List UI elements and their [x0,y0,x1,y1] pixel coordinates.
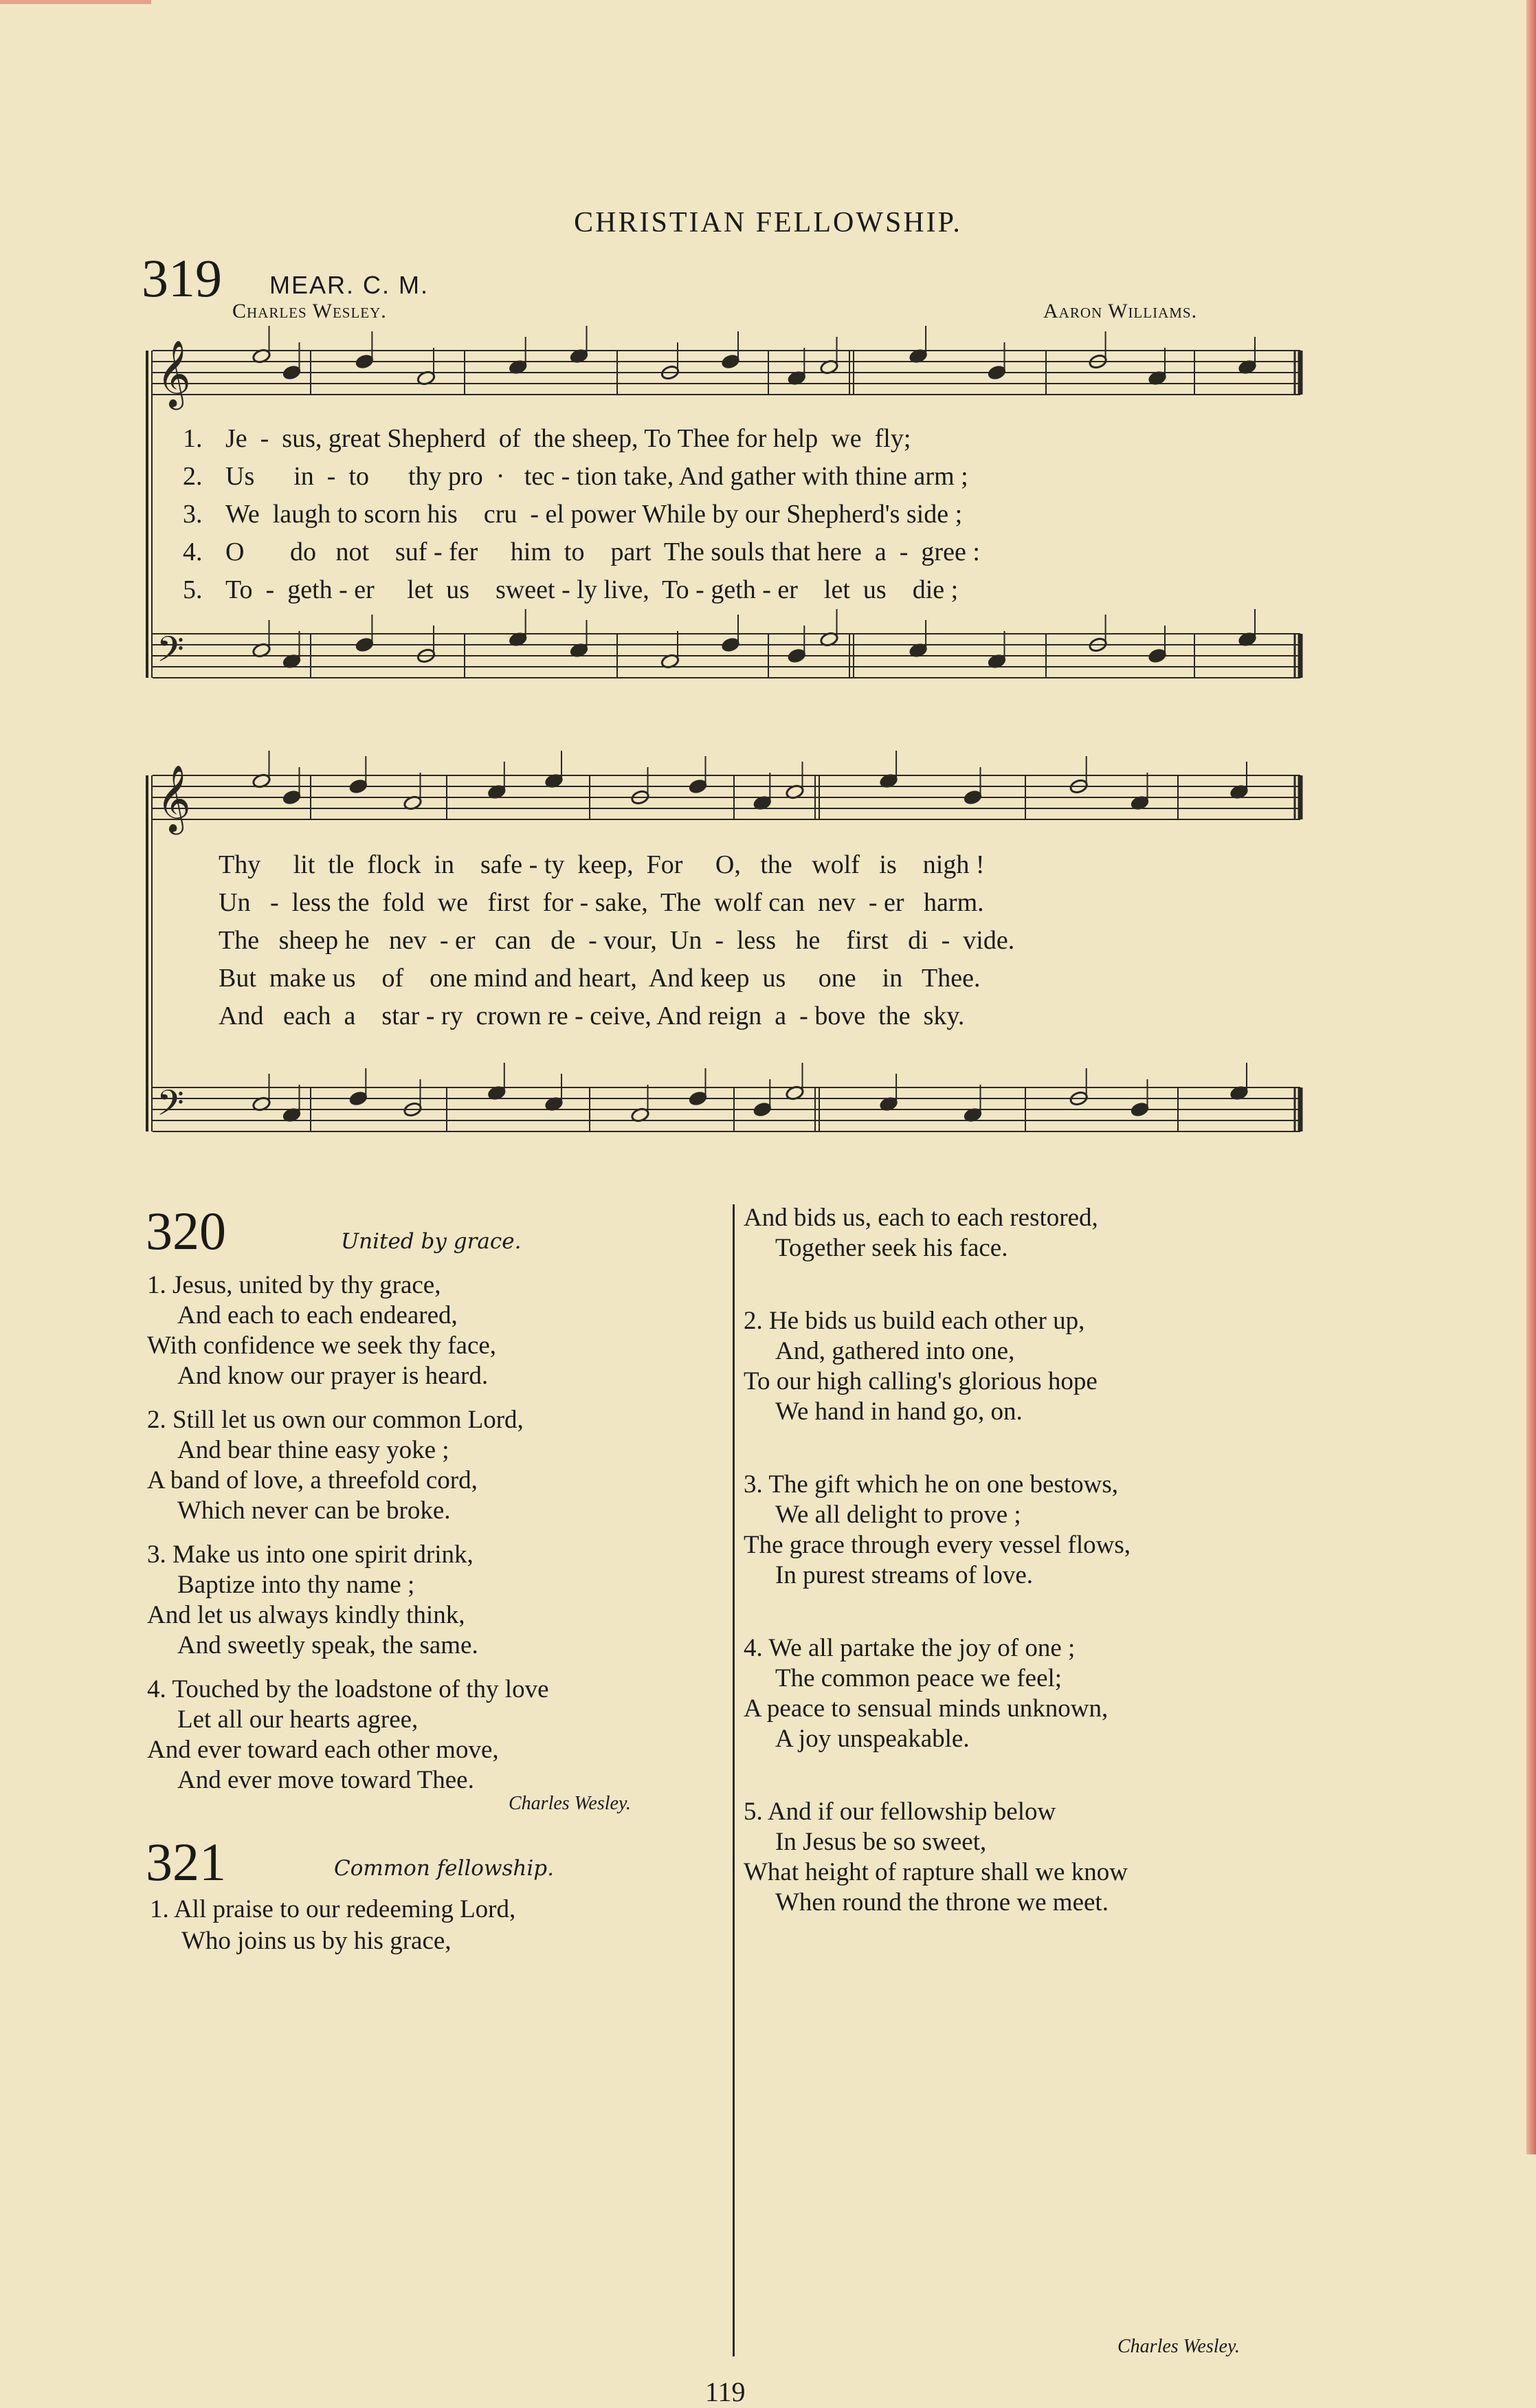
stanza-line: With confidence we seek thy face, [147,1332,497,1360]
note-head [282,789,301,805]
note-head [721,637,740,652]
verse-text: To - geth - er let us sweet - ly live, To - geth - er let us die ; [225,575,959,604]
verse-text: O do not suf - fer him to part The souls that here a - gree : [225,538,980,566]
stanza-line: 3. The gift which he on one bestows, [744,1470,1118,1499]
note-head [987,364,1006,380]
note-head [355,353,374,369]
stanza-line: Who joins us by his grace, [181,1927,452,1955]
tune-name: MEAR. C. M. [269,271,430,299]
verse-line [183,575,958,605]
note-head [355,637,374,652]
stanza-line: 2. Still let us own our common Lord, [147,1406,524,1434]
stanza-line: The grace through every vessel flows, [744,1531,1131,1559]
verse-line [183,423,911,454]
hymn-number-321: 321 [146,1832,226,1892]
stanza-line: To our high calling's glorious hope [744,1367,1098,1395]
stanza-line: A peace to sensual minds unknown, [744,1694,1109,1723]
stanza-line: 1. All praise to our redeeming Lord, [150,1895,516,1923]
stanza-line: And each to each endeared, [177,1301,458,1329]
verse-number: 4. [183,538,203,566]
stanza-line: 5. And if our fellowship below [744,1798,1056,1826]
treble-clef-icon: 𝄞 [157,764,191,832]
stanza-line: We all delight to prove ; [775,1501,1021,1529]
stanza-line: A joy unspeakable. [775,1725,970,1753]
stanza-line: And ever toward each other move, [147,1736,499,1764]
note-head [688,778,707,794]
hymn-320-author: Charles Wesley. [509,1793,631,1814]
stanza-line: In Jesus be so sweet, [775,1828,987,1856]
note-head [1148,648,1167,663]
verse-line [183,537,980,567]
note-head [348,1090,368,1106]
verse-number: 1. [183,424,203,453]
note-head [1130,1101,1149,1117]
lyricist-credit: Charles Wesley. [232,300,387,322]
note-head [753,1101,772,1117]
note-head [348,778,368,794]
column-divider [733,1204,735,2356]
stanza-line: And, gathered into one, [775,1337,1015,1365]
stanza-line: And bear thine easy yoke ; [177,1436,449,1464]
note-head [688,1090,707,1106]
stanza-line: And bids us, each to each restored, [744,1204,1098,1232]
stanza-line: 4. We all partake the joy of one ; [744,1634,1076,1662]
verse-line: The sheep he nev - er can de - vour, Un - less he first di - vide. [219,926,1015,955]
note-head [787,648,806,663]
treble-clef-icon: 𝄞 [157,340,191,407]
verse-line: But make us of one mind and heart, And keep us one in Thee. [219,964,981,993]
verse-line: And each a star - ry crown re - ceive, And reign a - bove the sky. [219,1002,965,1030]
hymn-320-subtitle: United by grace. [341,1229,522,1254]
verse-line [183,499,962,529]
stanza-line: We hand in hand go, on. [775,1398,1023,1426]
page-number: 119 [705,2376,746,2407]
stanza-line: 2. He bids us build each other up, [744,1307,1085,1335]
stanza-line: Baptize into thy name ; [177,1571,415,1599]
bass-clef-icon: 𝄢 [157,628,184,678]
stanza-line: 1. Jesus, united by thy grace, [147,1271,441,1299]
verse-text: Us in - to thy pro · tec - tion take, And gather with thine arm ; [225,462,968,491]
note-head [721,353,740,369]
stanza-line: Together seek his face. [775,1234,1008,1262]
stanza-line: What height of rapture shall we know [744,1858,1128,1886]
hymn-321-subtitle: Common fellowship. [334,1856,554,1881]
stanza-line: And sweetly speak, the same. [177,1631,478,1659]
verse-line: Un - less the fold we first for - sake, The wolf can nev - er harm. [219,888,984,917]
right-column-author: Charles Wesley. [1117,2336,1240,2357]
note-head [963,789,982,805]
stanza-line: Let all our hearts agree, [177,1705,419,1734]
bass-clef-icon: 𝄢 [157,1082,184,1132]
note-head [282,364,301,380]
verse-text: We laugh to scorn his cru - el power While by our Shepherd's side ; [225,500,963,529]
verse-line [183,461,968,491]
stanza-line: When round the throne we meet. [775,1888,1109,1917]
verse-number: 5. [183,575,203,604]
stanza-line: A band of love, a threefold cord, [147,1466,478,1494]
stanza-line: Which never can be broke. [177,1496,451,1525]
hymn-number-320: 320 [146,1201,226,1261]
stanza-line: 3. Make us into one spirit drink, [147,1540,474,1569]
verse-number: 2. [183,462,203,491]
stanza-line: And ever move toward Thee. [177,1766,474,1794]
stanza-line: And let us always kindly think, [147,1601,465,1629]
verse-text: Je - sus, great Shepherd of the sheep, To Thee for help we fly; [225,424,911,453]
composer-credit: Aaron Williams. [1043,300,1198,322]
section-title: CHRISTIAN FELLOWSHIP. [574,207,962,239]
stanza-line: 4. Touched by the loadstone of thy love [147,1675,549,1703]
stanza-line: And know our prayer is heard. [177,1362,489,1390]
verse-number: 3. [183,500,203,529]
verse-line: Thy lit tle flock in safe - ty keep, For O, the wolf is nigh ! [219,850,985,879]
stanza-line: The common peace we feel; [775,1664,1062,1692]
stanza-line: In purest streams of love. [775,1561,1034,1589]
hymn-number-319: 319 [142,248,222,308]
